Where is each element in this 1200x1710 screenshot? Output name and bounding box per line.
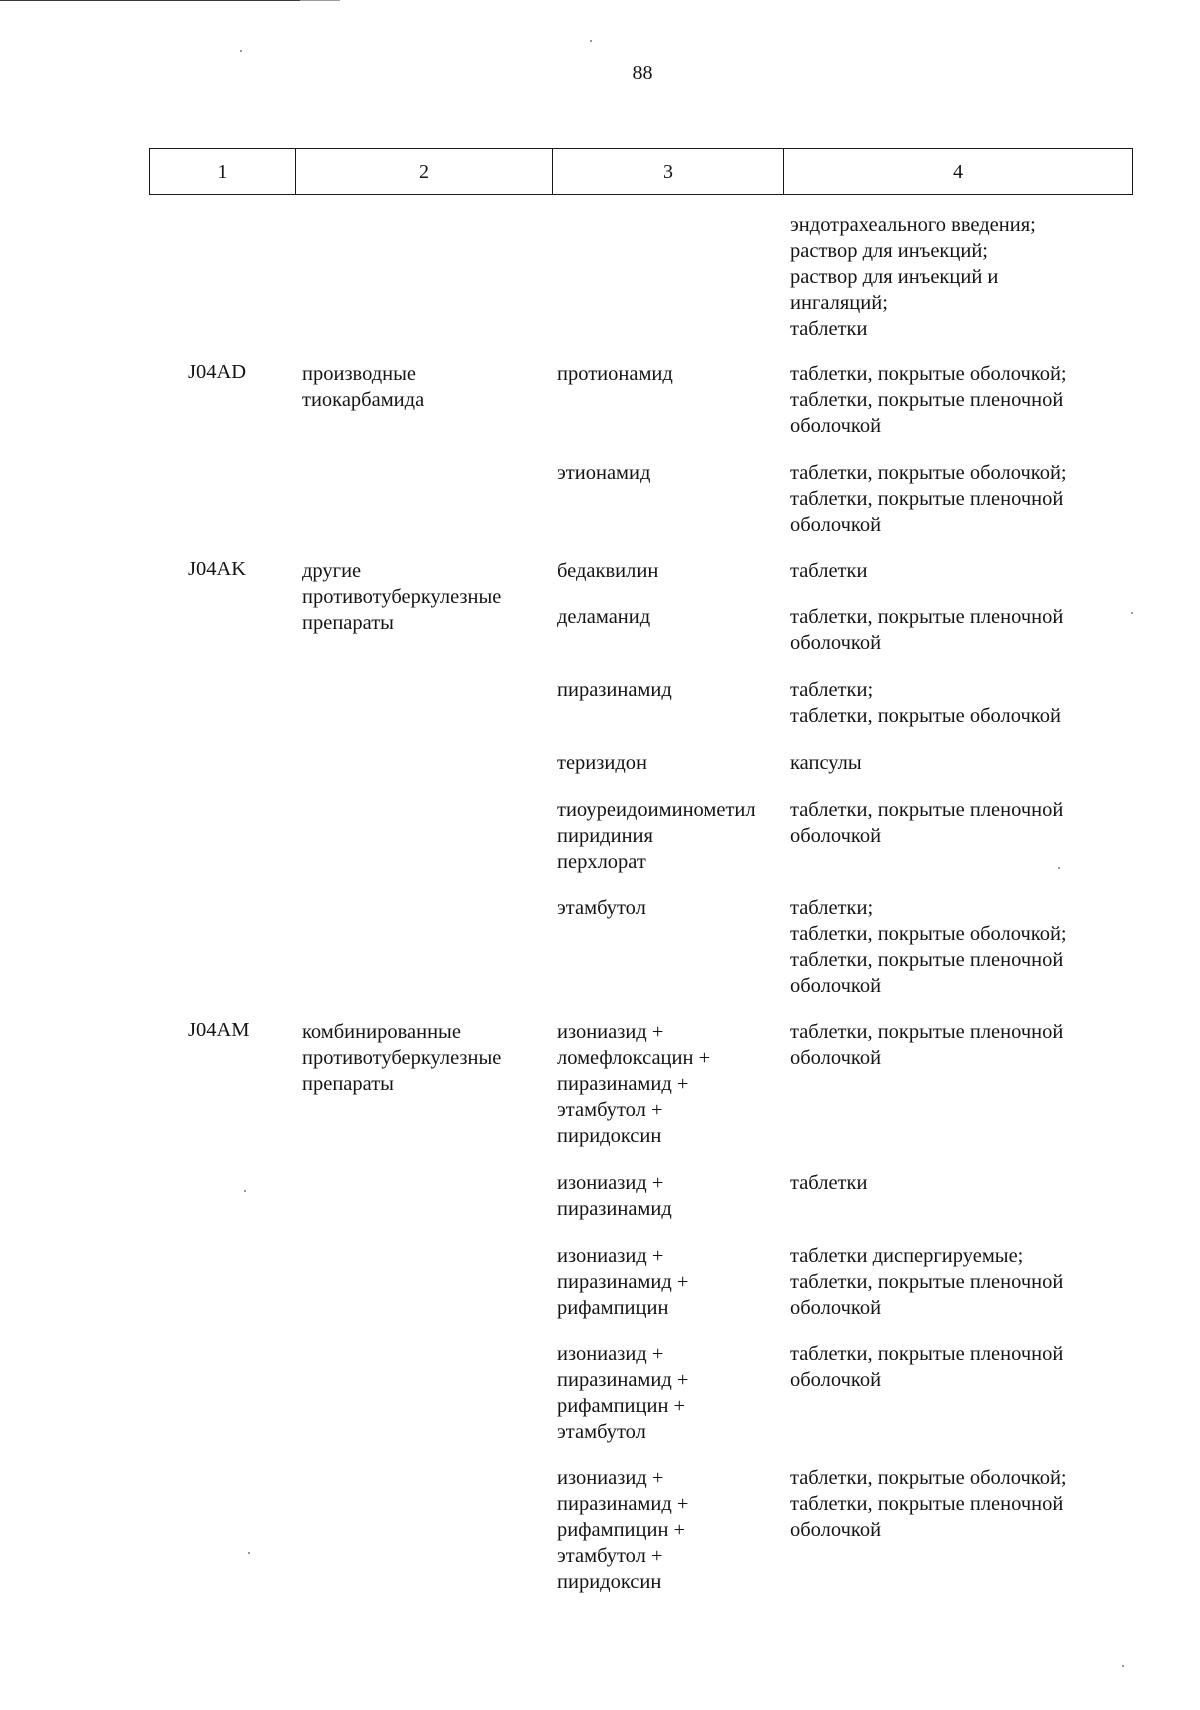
column-header-2: 2 xyxy=(296,149,553,194)
drug-name: изониазид + пиразинамид + рифампицин + этамбутол xyxy=(557,1343,689,1443)
dosage-forms: таблетки; таблетки, покрытые оболочкой xyxy=(790,679,1061,727)
drug-name: теризидон xyxy=(557,752,647,774)
group-name: комбинированные противотуберкулезные препараты xyxy=(302,1021,502,1095)
scan-speck xyxy=(244,1190,246,1192)
scan-edge-line xyxy=(0,0,300,1)
page-number: 88 xyxy=(632,62,653,84)
column-header-1: 1 xyxy=(150,149,296,194)
continued-dosage-forms: эндотрахеального введения; раствор для инъекций; раствор для инъекций и ингаляций; таблетки xyxy=(790,214,1036,340)
drug-name: изониазид + пиразинамид + рифампицин + этамбутол + пиридоксин xyxy=(557,1467,689,1593)
drug-name: изониазид + пиразинамид + рифампицин xyxy=(557,1245,689,1319)
dosage-forms: таблетки xyxy=(790,1172,868,1194)
dosage-forms: таблетки, покрытые оболочкой; таблетки, покрытые пленочной оболочкой xyxy=(790,462,1067,536)
drug-name: тиоуреидоиминометил пиридиния перхлорат xyxy=(557,799,756,873)
drug-name: пиразинамид xyxy=(557,679,672,701)
column-header-3: 3 xyxy=(553,149,784,194)
dosage-forms: таблетки, покрытые пленочной оболочкой xyxy=(790,799,1064,847)
dosage-forms: таблетки; таблетки, покрытые оболочкой; таблетки, покрытые пленочной оболочкой xyxy=(790,897,1067,997)
drug-name: этионамид xyxy=(557,462,651,484)
drug-name: протионамид xyxy=(557,363,673,385)
table-header-row xyxy=(149,148,1133,195)
atc-code: J04AK xyxy=(188,558,247,580)
scan-speck xyxy=(1131,612,1133,614)
group-name: производные тиокарбамида xyxy=(302,363,425,411)
atc-code: J04AM xyxy=(188,1019,250,1041)
dosage-forms: таблетки, покрытые пленочной оболочкой xyxy=(790,606,1064,654)
dosage-forms: таблетки, покрытые пленочной оболочкой xyxy=(790,1021,1064,1069)
drug-name: этамбутол xyxy=(557,897,646,919)
drug-name: деламанид xyxy=(557,606,651,628)
dosage-forms: таблетки, покрытые оболочкой; таблетки, покрытые пленочной оболочкой xyxy=(790,363,1067,437)
dosage-forms: таблетки, покрытые оболочкой; таблетки, покрытые пленочной оболочкой xyxy=(790,1467,1067,1541)
column-header-4: 4 xyxy=(953,160,963,183)
scan-speck xyxy=(1058,867,1060,869)
scan-speck xyxy=(1122,1665,1124,1667)
atc-code: J04AD xyxy=(188,361,247,383)
drug-name: бедаквилин xyxy=(557,560,659,582)
scan-speck xyxy=(240,50,242,52)
dosage-forms: таблетки диспергируемые; таблетки, покрытые пленочной оболочкой xyxy=(790,1245,1064,1319)
scan-speck xyxy=(590,40,592,42)
dosage-forms: капсулы xyxy=(790,752,862,774)
drug-name: изониазид + пиразинамид xyxy=(557,1172,672,1220)
scan-edge-line xyxy=(300,0,340,1)
scan-speck xyxy=(248,1552,250,1554)
dosage-forms: таблетки, покрытые пленочной оболочкой xyxy=(790,1343,1064,1391)
group-name: другие противотуберкулезные препараты xyxy=(302,560,502,634)
dosage-forms: таблетки xyxy=(790,560,868,582)
drug-name: изониазид + ломефлоксацин + пиразинамид + этамбутол + пиридоксин xyxy=(557,1021,711,1147)
